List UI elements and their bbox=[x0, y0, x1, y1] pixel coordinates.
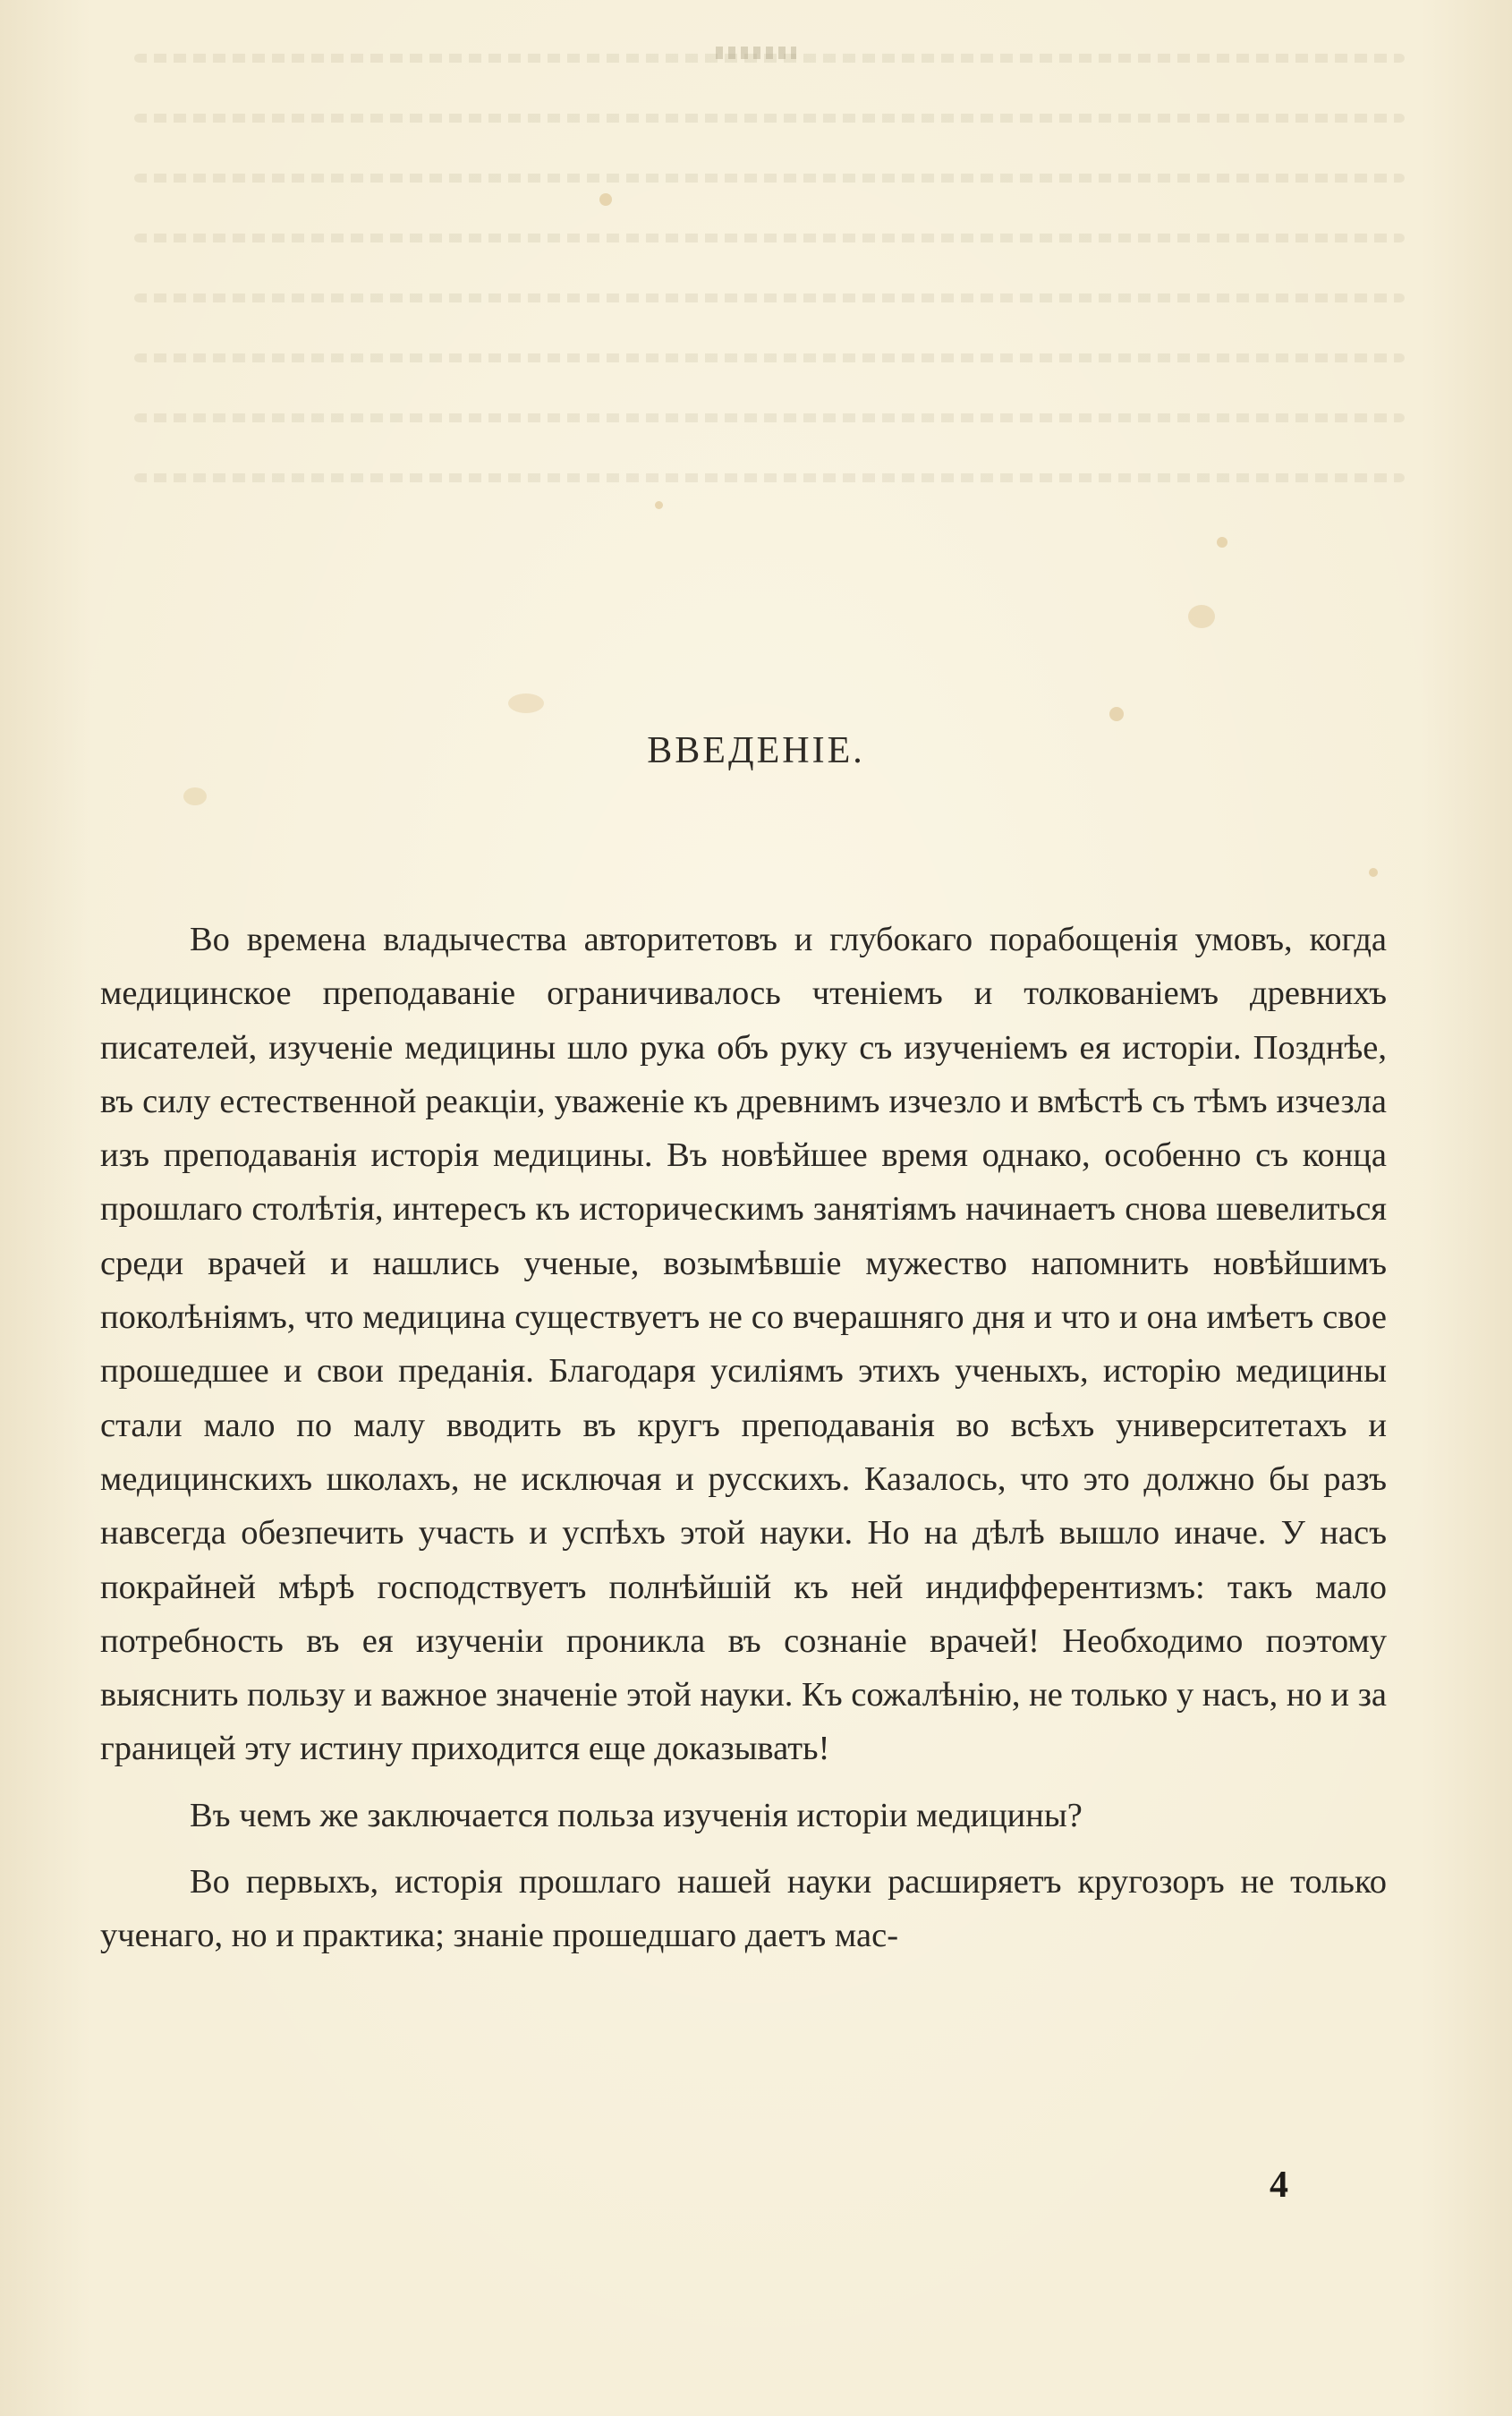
foxing-spot bbox=[1217, 537, 1227, 548]
paragraph: Во времена владычества авторитетовъ и глубокаго порабощенія умовъ, когда медицинское преподаваніе ограничивалось чтеніемъ и толкованіемъ древнихъ писателей, изученіе медицины шло рука объ руку съ изученіемъ ея исторіи. Позднѣе, въ силу естественной реакціи, уваженіе къ древнимъ изчезло и вмѣстѣ съ тѣмъ изчезла изъ преподаванія исторія медицины. Въ новѣйшее время однако, особенно съ конца прошлаго столѣтія, интересъ къ историческимъ занятіямъ начинаетъ снова шевелиться среди врачей и нашлись ученые, возымѣвшіе мужество напомнить новѣйшимъ поколѣніямъ, что медицина существуетъ не со вчерашняго дня и что и она имѣетъ свое прошедшее и свои преданія. Благодаря усиліямъ этихъ ученыхъ, исторію медицины стали мало по малу вводить въ кругъ преподаванія во всѣхъ университетахъ и медицинскихъ школахъ, не исключая и русскихъ. Казалось, что это должно бы разъ навсегда обезпечить участь и успѣхъ этой науки. Но на дѣлѣ вышло иначе. У насъ покрайней мѣрѣ господствуетъ полнѣйшій къ ней индифферентизмъ: такъ мало потребность въ ея изученіи проникла въ сознаніе врачей! Необходимо поэтому выяснить пользу и важное значеніе этой науки. Къ сожалѣнію, не только у насъ, но и за границей эту истину приходится еще доказывать! bbox=[100, 921, 1387, 1768]
foxing-spot bbox=[599, 193, 612, 206]
paragraph: Во первыхъ, исторія прошлаго нашей науки расширяетъ кругозоръ не только ученаго, но и практика; знаніе прошедшаго даетъ мас- bbox=[100, 1863, 1387, 1955]
body-text bbox=[100, 913, 1387, 1963]
faint-header-mark bbox=[716, 47, 796, 59]
show-through-text bbox=[134, 54, 1405, 519]
page-number: 4 bbox=[1270, 2165, 1288, 2206]
foxing-spot bbox=[183, 787, 207, 805]
foxing-spot bbox=[1188, 605, 1215, 628]
chapter-title: ВВЕДЕНІЕ. bbox=[647, 730, 865, 771]
paragraph: Въ чемъ же заключается польза изученія исторіи медицины? bbox=[190, 1796, 1083, 1834]
foxing-spot bbox=[655, 501, 663, 509]
foxing-spot bbox=[508, 693, 544, 713]
foxing-spot bbox=[1369, 868, 1378, 877]
foxing-spot bbox=[1109, 707, 1124, 721]
